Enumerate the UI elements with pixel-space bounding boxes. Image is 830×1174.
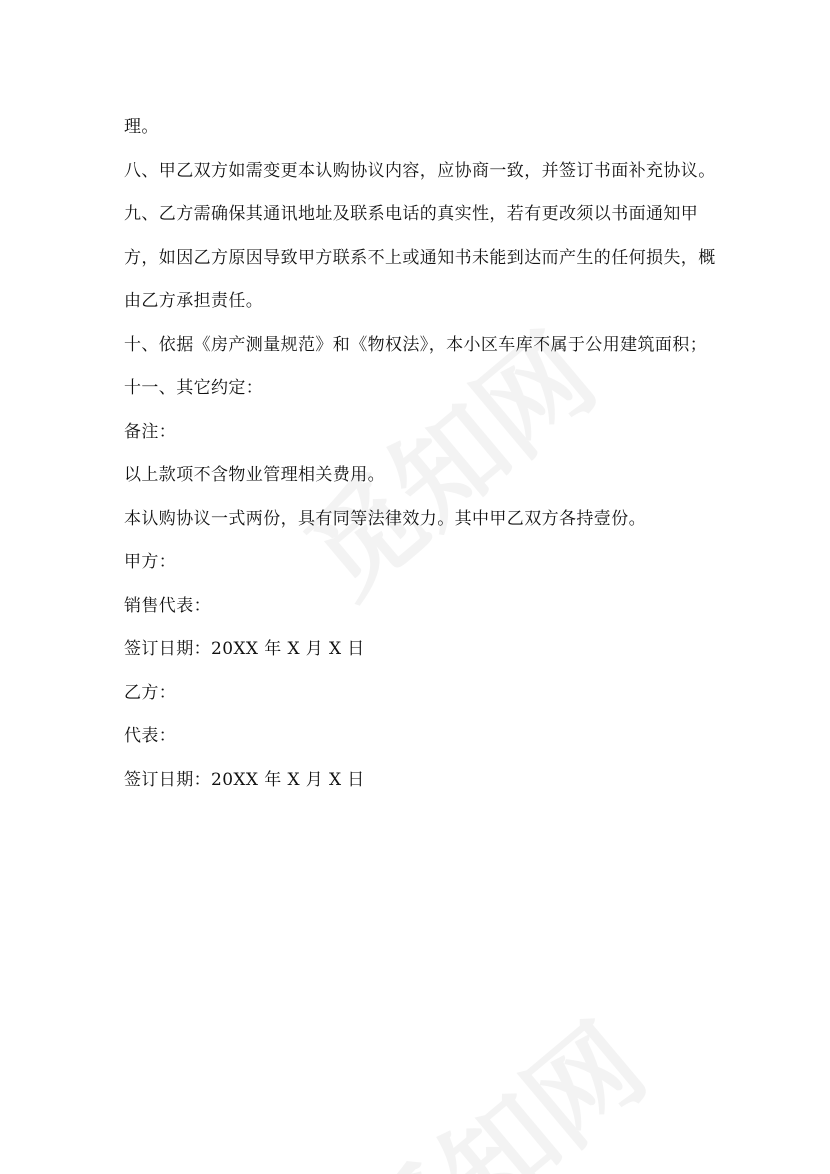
clause-ten: 十、依据《房产测量规范》和《物权法》，本小区车库不属于公用建筑面积；	[124, 334, 708, 355]
document-body	[124, 106, 716, 802]
party-b-label: 乙方：	[124, 682, 177, 703]
clause-nine-line-2: 方，如因乙方原因导致甲方联系不上或通知书未能到达而产生的任何损失，概	[124, 247, 716, 268]
clause-nine-line-3: 由乙方承担责任。	[124, 291, 264, 311]
remarks-label: 备注：	[124, 421, 177, 442]
party-b-sign-date: 签订日期：20XX 年 X 月 X 日	[124, 769, 365, 790]
clause-nine-line-1: 九、乙方需确保其通讯地址及联系电话的真实性，若有更改须以书面通知甲	[124, 204, 699, 224]
watermark-logo-bottom	[318, 982, 672, 1174]
paragraph-line: 理。	[124, 117, 159, 137]
clause-eleven: 十一、其它约定：	[124, 378, 264, 398]
party-a-label: 甲方：	[124, 552, 177, 572]
remarks-text: 以上款项不含物业管理相关费用。	[124, 465, 385, 485]
copies-statement: 本认购协议一式两份，具有同等法律效力。其中甲乙双方各持壹份。	[124, 508, 646, 529]
sales-representative-label: 销售代表：	[124, 595, 211, 616]
clause-eight: 八、甲乙双方如需变更本认购协议内容，应协商一致，并签订书面补充协议。	[124, 160, 716, 181]
party-a-sign-date: 签订日期：20XX 年 X 月 X 日	[124, 639, 365, 659]
representative-label: 代表：	[124, 726, 177, 746]
